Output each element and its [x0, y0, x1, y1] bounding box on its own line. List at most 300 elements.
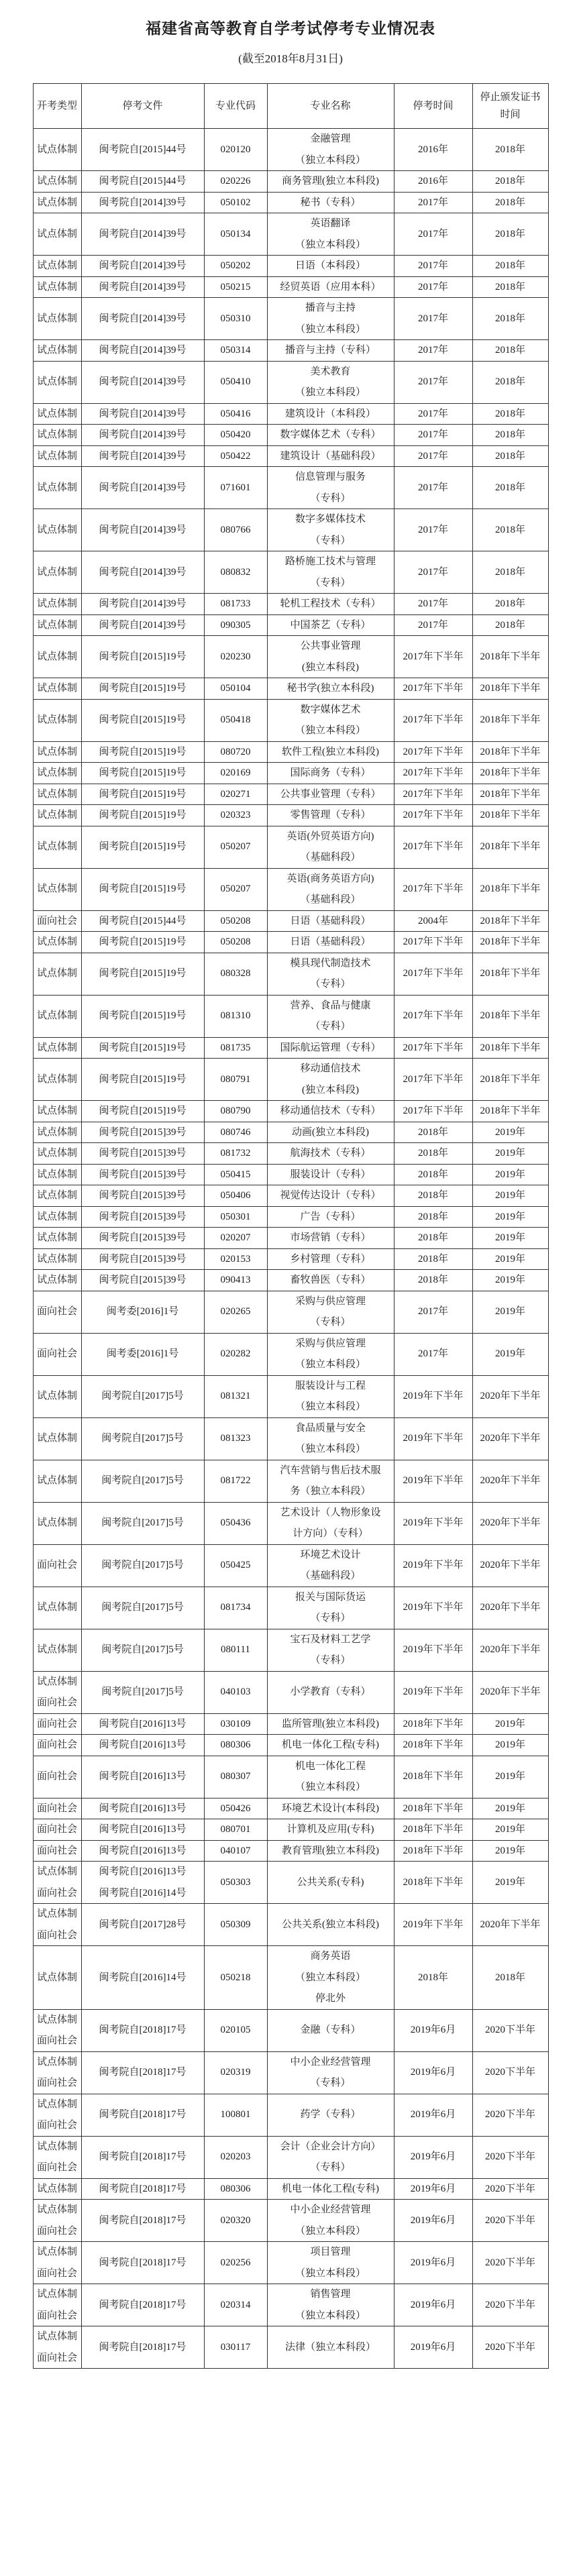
cell-line: 020105 [220, 2025, 251, 2036]
cell-stop-document [81, 826, 204, 868]
cell-exam-type [33, 1206, 81, 1228]
cell-major-code [204, 699, 267, 741]
cell-stop-time [394, 1502, 472, 1544]
cell-line: 2017年 [417, 482, 448, 493]
cell-line: 闽考院自[2015]19号 [99, 651, 187, 662]
cell-line: 闽考院自[2017]5号 [101, 1602, 184, 1613]
cell-stop-time [394, 1164, 472, 1185]
cell-line: 闽考院自[2014]39号 [99, 281, 187, 292]
cell-stop-document [81, 2242, 204, 2284]
cell-major-code [204, 2200, 267, 2242]
cell-line: 050208 [220, 915, 251, 926]
cell-line: 计方向）（专科） [293, 1528, 368, 1539]
cell-stop-document [81, 1460, 204, 1502]
cell-line: 公共关系(专科) [297, 1876, 364, 1888]
cell-stop-time [394, 784, 472, 805]
cell-cert-stop-time [472, 995, 548, 1037]
table-row [33, 1460, 548, 1502]
cell-line: 2019年6月 [410, 2214, 456, 2226]
cell-line: 2018年 [494, 345, 525, 356]
cell-major-name [267, 1417, 394, 1460]
cell-line: 秘书（专科） [300, 197, 361, 208]
cell-stop-document [81, 784, 204, 805]
cell-major-name [267, 868, 394, 910]
cell-line: 050418 [220, 714, 251, 726]
cell-major-code [204, 1228, 267, 1249]
cell-line: 050303 [220, 1876, 251, 1888]
cell-line: 020282 [220, 1348, 251, 1360]
cell-stop-document [81, 1375, 204, 1417]
cell-cert-stop-time [472, 276, 548, 298]
cell-line: 英语(商务英语方向) [286, 873, 374, 884]
cell-cert-stop-time [472, 129, 548, 171]
cell-cert-stop-time [472, 1291, 548, 1333]
cell-line: 2017年下半年 [403, 767, 464, 778]
cell-line: 2018年下半年 [403, 1771, 464, 1782]
cell-stop-document [81, 1206, 204, 1228]
cell-exam-type [33, 1270, 81, 1291]
cell-cert-stop-time [472, 1122, 548, 1143]
cell-major-code [204, 1629, 267, 1671]
cell-stop-time [394, 614, 472, 636]
cell-line: 2017年 [417, 429, 448, 440]
cell-stop-document [81, 1819, 204, 1841]
cell-exam-type [33, 1629, 81, 1671]
table-row [33, 551, 548, 594]
cell-major-name [267, 171, 394, 193]
cell-line: 2019年 [494, 1845, 525, 1856]
cell-stop-document [81, 1502, 204, 1544]
cell-cert-stop-time [472, 2178, 548, 2200]
cell-line: 试点体制 [36, 619, 77, 631]
cell-line: 闽考院自[2018]17号 [99, 2257, 187, 2268]
cell-cert-stop-time [472, 1248, 548, 1270]
cell-line: 试点体制 [36, 2204, 77, 2215]
cell-stop-time [394, 298, 472, 340]
cell-stop-time [394, 995, 472, 1037]
cell-line: 试点体制 [36, 1106, 77, 1116]
cell-line: 美术教育 [310, 366, 351, 377]
cell-cert-stop-time [472, 2136, 548, 2178]
cell-line: 020153 [220, 1253, 251, 1265]
cell-exam-type [33, 1904, 81, 1946]
cell-line: 2018年 [494, 450, 525, 462]
cell-exam-type [33, 1798, 81, 1819]
cell-line: 闽考院自[2017]5号 [101, 1644, 184, 1656]
cell-stop-document [81, 171, 204, 193]
cell-line: 闽考院自[2017]5号 [101, 1686, 184, 1698]
cell-major-name [267, 509, 394, 551]
cell-major-code [204, 2051, 267, 2094]
cell-stop-document [81, 1037, 204, 1059]
cell-major-name [267, 551, 394, 594]
cell-stop-time [394, 805, 472, 826]
cell-line: 020319 [220, 2067, 251, 2078]
cell-cert-stop-time [472, 1101, 548, 1122]
cell-line: 100801 [220, 2109, 251, 2121]
cell-line: 2018年 [494, 144, 525, 155]
cell-exam-type [33, 213, 81, 256]
cell-line: 2018年下半年 [480, 1073, 541, 1085]
cell-exam-type [33, 1248, 81, 1270]
cell-line: 开考类型 [36, 100, 77, 111]
cell-line: 2019年 [494, 1348, 525, 1360]
cell-major-name [267, 594, 394, 615]
cell-line: 081321 [220, 1391, 251, 1402]
cell-line: 闽考院自[2015]44号 [99, 915, 187, 926]
cell-line: 面向社会 [36, 1306, 77, 1318]
cell-major-code [204, 1819, 267, 1841]
cell-line: 闽考院自[2014]39号 [99, 598, 187, 609]
cell-exam-type [33, 1291, 81, 1333]
cell-line: 试点体制 [36, 2289, 77, 2300]
cell-line: 2018年下半年 [403, 1845, 464, 1856]
cell-line: 试点体制 [36, 1909, 77, 1919]
cell-major-name [267, 910, 394, 932]
cell-line: 闽考院自[2018]17号 [99, 2299, 187, 2310]
table-row [33, 213, 548, 256]
cell-exam-type [33, 276, 81, 298]
table-row [33, 1587, 548, 1629]
cell-line: 试点体制 [36, 1475, 77, 1487]
cell-major-name [267, 1228, 394, 1249]
cell-stop-document [81, 192, 204, 213]
table-row [33, 1840, 548, 1862]
cell-exam-type [33, 1417, 81, 1460]
cell-line: 020226 [220, 176, 251, 186]
cell-line: 机电一体化工程 [295, 1760, 366, 1772]
cell-line: 080306 [220, 1739, 251, 1750]
cell-stop-time [394, 467, 472, 509]
cell-line: 2019年 [494, 1771, 525, 1782]
cell-line: 试点体制 [36, 345, 77, 356]
cell-cert-stop-time [472, 298, 548, 340]
cell-exam-type [33, 340, 81, 362]
cell-major-code [204, 1460, 267, 1502]
cell-line: 2017年 [417, 619, 448, 631]
cell-line: 小学教育（专科） [290, 1686, 371, 1698]
cell-line: 闽考院自[2014]39号 [99, 376, 187, 388]
cell-line: 公共事业管理 [300, 641, 361, 651]
cell-major-code [204, 1059, 267, 1101]
cell-line: 2016年 [417, 144, 448, 155]
cell-exam-type [33, 763, 81, 784]
cell-cert-stop-time [472, 509, 548, 551]
cell-line: 2019年下半年 [403, 1517, 464, 1529]
cell-line: 金融（专科） [300, 2025, 361, 2036]
table-row [33, 2136, 548, 2178]
cell-line: 030109 [220, 1718, 251, 1729]
cell-stop-time [394, 2326, 472, 2369]
cell-stop-document [81, 1798, 204, 1819]
cell-exam-type [33, 551, 81, 594]
cell-line: 试点体制 [36, 1391, 77, 1402]
cell-line: 中小企业经营管理 [290, 2056, 371, 2068]
cell-line: 秘书学(独立本科段) [286, 683, 374, 694]
cell-major-code [204, 1587, 267, 1629]
cell-line: 2019年6月 [410, 2067, 456, 2078]
cell-major-code [204, 678, 267, 700]
cell-stop-document [81, 2009, 204, 2051]
cell-stop-document [81, 805, 204, 826]
cell-line: 081735 [220, 1042, 251, 1053]
table-row [33, 1544, 548, 1587]
cell-stop-time [394, 425, 472, 446]
cell-line: 050420 [220, 429, 251, 440]
cell-cert-stop-time [472, 1270, 548, 1291]
cell-exam-type [33, 509, 81, 551]
cell-major-code [204, 1101, 267, 1122]
table-head [33, 84, 548, 129]
cell-line: 零售管理（专科） [290, 810, 371, 820]
cell-exam-type [33, 1840, 81, 1862]
cell-line: 闽考院自[2014]39号 [99, 619, 187, 631]
cell-line: 2018年 [494, 482, 525, 493]
cell-line: 050436 [220, 1517, 251, 1529]
cell-line: 2018年下半年 [403, 1824, 464, 1835]
cell-major-name [267, 2009, 394, 2051]
cell-line: 050215 [220, 281, 251, 292]
cell-stop-time [394, 1185, 472, 1207]
cell-line: （专科） [310, 577, 351, 588]
cell-major-name [267, 2136, 394, 2178]
cell-line: 2019年6月 [410, 2257, 456, 2268]
cell-line: 2019年下半年 [403, 1602, 464, 1613]
cell-exam-type [33, 1756, 81, 1798]
cell-major-name [267, 256, 394, 277]
cell-line: 闽考院自[2018]17号 [99, 2214, 187, 2226]
cell-stop-document [81, 1735, 204, 1756]
cell-line: 面向社会 [36, 1929, 77, 1941]
cell-exam-type [33, 1713, 81, 1735]
cell-line: 试点体制 [36, 883, 77, 895]
cell-line: 面向社会 [36, 2310, 77, 2321]
cell-line: （专科） [310, 2078, 351, 2088]
cell-line: 试点体制 [36, 144, 77, 155]
cell-stop-document [81, 763, 204, 784]
cell-stop-time [394, 1206, 472, 1228]
cell-cert-stop-time [472, 636, 548, 678]
cell-stop-document [81, 403, 204, 425]
cell-line: 面向社会 [36, 1348, 77, 1360]
cell-line: 试点体制 [36, 2141, 77, 2152]
cell-cert-stop-time [472, 467, 548, 509]
cell-line: 采购与供应管理 [295, 1338, 366, 1349]
cell-line: 试点体制 [36, 260, 77, 271]
cell-stop-document [81, 594, 204, 615]
table-row [33, 614, 548, 636]
cell-stop-document [81, 1629, 204, 1671]
cell-stop-time [394, 1840, 472, 1862]
cell-line: 2020年下半年 [480, 1475, 541, 1487]
cell-line: 050104 [220, 683, 251, 694]
cell-exam-type [33, 1185, 81, 1207]
cell-major-name [267, 1333, 394, 1375]
cell-stop-time [394, 2051, 472, 2094]
cell-line: 试点体制 [36, 2056, 77, 2068]
cell-line: 市场营销（专科） [290, 1232, 371, 1243]
cell-cert-stop-time [472, 1946, 548, 2010]
cell-stop-document [81, 467, 204, 509]
cell-major-name [267, 1460, 394, 1502]
cell-exam-type [33, 2009, 81, 2051]
cell-major-name [267, 614, 394, 636]
cell-line: 闽考院自[2016]13号 [99, 1739, 187, 1750]
cell-line: 中小企业经营管理 [290, 2204, 371, 2215]
cell-line: 报关与国际货运 [295, 1591, 366, 1603]
cell-line: 面向社会 [36, 2078, 77, 2088]
cell-cert-stop-time [472, 171, 548, 193]
cell-line: 020230 [220, 651, 251, 662]
table-row [33, 1756, 548, 1798]
cell-cert-stop-time [472, 763, 548, 784]
cell-line: 面向社会 [36, 1739, 77, 1750]
cell-line: 播音与主持 [305, 303, 356, 313]
cell-line: （独立本科段） [295, 725, 366, 736]
cell-exam-type [33, 1502, 81, 1544]
cell-line: 闽考院自[2017]5号 [101, 1475, 184, 1487]
cell-line: 停考时间 [413, 100, 454, 111]
cell-line: 2017年下半年 [403, 810, 464, 820]
cell-line: 试点体制 [36, 1517, 77, 1529]
cell-line: 050309 [220, 1919, 251, 1930]
cell-line: 试点体制 [36, 1275, 77, 1285]
cell-line: 2018年 [417, 1169, 448, 1180]
cell-line: 020314 [220, 2299, 251, 2310]
cell-line: 停北外 [315, 1993, 346, 2004]
cell-exam-type [33, 594, 81, 615]
cell-major-code [204, 805, 267, 826]
cell-line: 080720 [220, 746, 251, 757]
cell-line: 050102 [220, 197, 251, 208]
cell-stop-time [394, 636, 472, 678]
cell-line: （独立本科段） [295, 1444, 366, 1454]
cell-cert-stop-time [472, 256, 548, 277]
cell-exam-type [33, 1143, 81, 1165]
cell-line: 国际航运管理（专科） [280, 1042, 381, 1053]
cell-line: 试点体制 [36, 2247, 77, 2257]
cell-line: 2019年 [494, 1306, 525, 1318]
cell-line: 080766 [220, 524, 251, 535]
cell-major-name [267, 467, 394, 509]
cell-line: 闽考院自[2015]19号 [99, 968, 187, 979]
cell-stop-document [81, 1756, 204, 1798]
cell-major-code [204, 953, 267, 995]
cell-line: 2018年 [494, 228, 525, 239]
cell-exam-type [33, 932, 81, 953]
table-row [33, 932, 548, 953]
cell-line: 闽考院自[2015]44号 [99, 176, 187, 186]
cell-line: 2020年下半年 [480, 1433, 541, 1444]
cell-major-code [204, 2178, 267, 2200]
cell-line: 金融管理 [310, 133, 351, 144]
cell-line: 面向社会 [36, 1560, 77, 1571]
cell-line: 试点体制 [36, 1148, 77, 1159]
cell-line: 2018年 [494, 281, 525, 292]
cell-line: 2019年6月 [410, 2341, 456, 2353]
table-row [33, 2051, 548, 2094]
cell-cert-stop-time [472, 1037, 548, 1059]
cell-line: 2020年下半年 [480, 1391, 541, 1402]
cell-line: 020320 [220, 2214, 251, 2226]
cell-line: 2018年 [494, 598, 525, 609]
cell-line: （独立本科段） [295, 2267, 366, 2279]
cell-exam-type [33, 1671, 81, 1713]
cell-line: 经贸英语（应用本科） [280, 281, 381, 292]
cell-line: 英语翻译 [310, 218, 351, 229]
cell-major-name [267, 1904, 394, 1946]
cell-stop-document [81, 361, 204, 403]
cell-line: 闽考院自[2018]17号 [99, 2067, 187, 2078]
table-row [33, 403, 548, 425]
cell-line: 2017年下半年 [403, 651, 464, 662]
cell-stop-time [394, 1713, 472, 1735]
cell-major-code [204, 826, 267, 868]
table-row [33, 784, 548, 805]
cell-line: 闽考院自[2014]39号 [99, 345, 187, 356]
cell-line: 2018年下半年 [480, 968, 541, 979]
cell-major-name [267, 1143, 394, 1165]
cell-line: 闽考院自[2015]19号 [99, 841, 187, 853]
cell-major-name [267, 1713, 394, 1735]
cell-line: 020169 [220, 767, 251, 778]
cell-stop-document [81, 678, 204, 700]
cell-exam-type [33, 1946, 81, 2010]
cell-line: 2018年下半年 [480, 746, 541, 757]
cell-cert-stop-time [472, 1164, 548, 1185]
cell-line: （基础科段） [300, 852, 361, 863]
cell-major-code [204, 445, 267, 467]
cell-stop-time [394, 551, 472, 594]
cell-line: 闽考院自[2015]39号 [99, 1232, 187, 1243]
cell-line: 闽考委[2016]1号 [106, 1306, 179, 1318]
cell-exam-type [33, 2051, 81, 2094]
cell-major-name [267, 425, 394, 446]
cell-stop-document [81, 129, 204, 171]
cell-major-code [204, 276, 267, 298]
cell-line: 080790 [220, 1106, 251, 1116]
cell-cert-stop-time [472, 805, 548, 826]
cell-line: 试点体制 [36, 429, 77, 440]
cell-line: 试点体制 [36, 746, 77, 757]
cell-line: 2017年 [417, 566, 448, 578]
table-row [33, 1671, 548, 1713]
table-row [33, 425, 548, 446]
cell-line: 050207 [220, 883, 251, 895]
cell-line: 050134 [220, 228, 251, 239]
cell-major-code [204, 1671, 267, 1713]
table-row [33, 1862, 548, 1904]
cell-major-name [267, 1037, 394, 1059]
cell-line: 081722 [220, 1475, 251, 1487]
cell-line: 050207 [220, 841, 251, 853]
table-row [33, 1206, 548, 1228]
cell-line: 药学（专科） [300, 2109, 361, 2121]
cell-stop-time [394, 594, 472, 615]
cell-cert-stop-time [472, 1228, 548, 1249]
cell-line: 面向社会 [36, 2225, 77, 2237]
cell-stop-time [394, 445, 472, 467]
cell-major-name [267, 805, 394, 826]
cell-exam-type [33, 2136, 81, 2178]
table-row [33, 2009, 548, 2051]
cell-stop-document [81, 1840, 204, 1862]
cell-major-code [204, 171, 267, 193]
cell-line: 020323 [220, 810, 251, 820]
cell-cert-stop-time [472, 1206, 548, 1228]
cell-line: 2019年下半年 [403, 1475, 464, 1487]
table-row [33, 1333, 548, 1375]
